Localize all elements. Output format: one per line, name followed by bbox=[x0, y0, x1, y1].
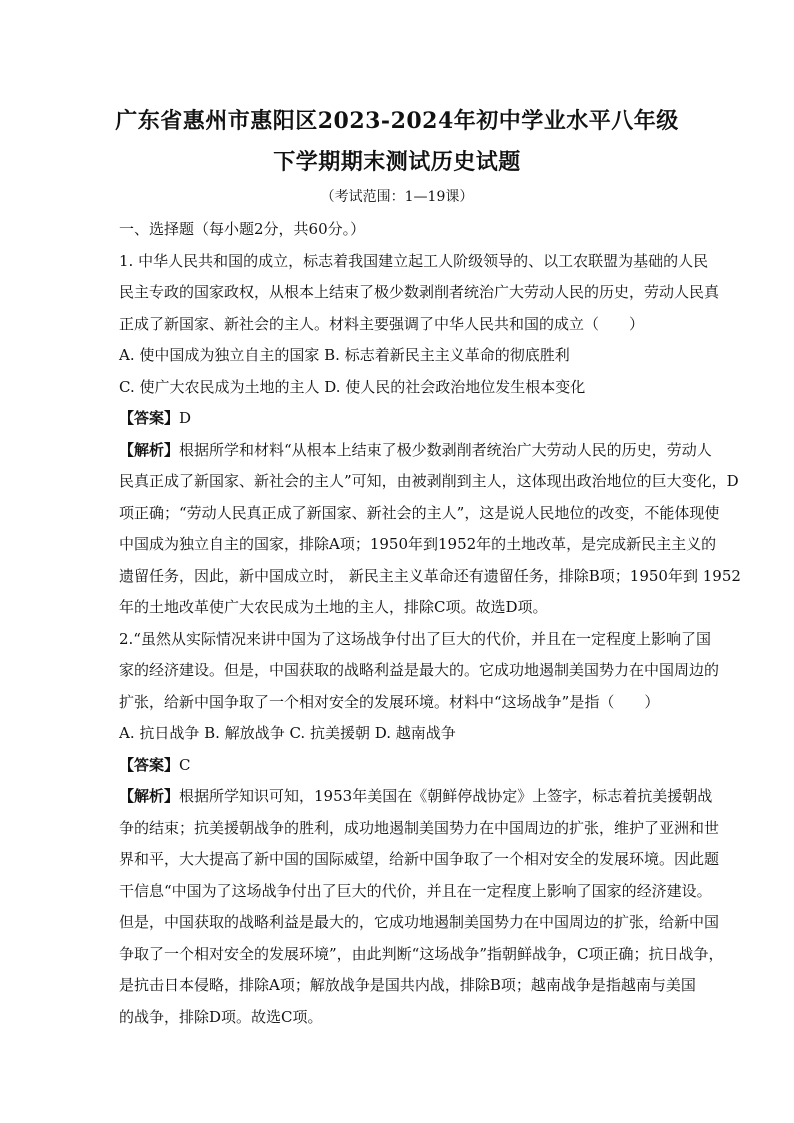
question-options: A. 抗日战争 B. 解放战争 C. 抗美援朝 D. 越南战争 bbox=[119, 724, 456, 742]
analysis-line: 争取了一个相对安全的发展环境”，由此判断“这场战争”指朝鲜战争，C项正确；抗日战争， bbox=[119, 944, 724, 963]
analysis-line: 年的土地改革使广大农民成为土地的主人，排除C项。故选D项。 bbox=[119, 598, 548, 616]
analysis-line bbox=[119, 435, 712, 467]
analysis-line: 遗留任务，因此，新中国成立时， 新民主主义革命还有遗留任务，排除B项；1950年到 1952 bbox=[119, 566, 741, 585]
question-stem-line: 家的经济建设。但是，中国获取的战略利益是最大的。它成功地遏制美国势力在中国周边的 bbox=[119, 661, 720, 679]
question-options: C. 使广大农民成为土地的主人 D. 使人民的社会政治地位发生根本变化 bbox=[119, 377, 586, 396]
document-body bbox=[119, 214, 741, 1033]
analysis-line: 中国成为独立自主的国家，排除A项；1950年到1952年的土地改革，是完成新民主主义的 bbox=[119, 535, 717, 553]
analysis-line bbox=[119, 781, 713, 813]
analysis-line: 但是，中国获取的战略利益是最大的，它成功地遏制美国势力在中国周边的扩张，给新中国 bbox=[119, 913, 720, 931]
answer-line bbox=[119, 403, 699, 435]
answer-label: 【答案】 bbox=[119, 755, 180, 774]
analysis-line: 争的结束；抗美援朝战争的胜利，成功地遏制美国势力在中国周边的扩张，维护了亚洲和世 bbox=[119, 818, 720, 837]
analysis-line: 民真正成了新国家、新社会的主人”可知，由被剥削到主人，这体现出政治地位的巨大变化，D bbox=[119, 472, 739, 490]
question-stem-line: 民主专政的国家政权，从根本上结束了极少数剥削者统治广大劳动人民的历史，劳动人民真 bbox=[119, 283, 720, 301]
question-stem-line: 扩张，给新中国争取了一个相对安全的发展环境。材料中“这场战争”是指（ ） bbox=[119, 692, 660, 711]
answer-value: D bbox=[179, 409, 192, 427]
question-stem-line: 2.“虽然从实际情况来讲中国为了这场战争付出了巨大的代价，并且在一定程度上影响了国 bbox=[119, 629, 711, 648]
page-title: 广东省惠州市惠阳区2023-2024年初中学业水平八年级 bbox=[115, 108, 679, 134]
analysis-label: 【解析】 bbox=[119, 787, 180, 805]
analysis-label: 【解析】 bbox=[119, 440, 180, 459]
analysis-line: 干信息“中国为了这场战争付出了巨大的代价，并且在一定程度上影响了国家的经济建设。 bbox=[119, 881, 712, 900]
analysis-line: 项正确；“劳动人民真正成了新国家、新社会的主人”，这是说人民地位的改变，不能体现使 bbox=[119, 503, 720, 522]
question-1 bbox=[119, 246, 741, 624]
question-stem-line: 正成了新国家、新社会的主人。材料主要强调了中华人民共和国的成立（ ） bbox=[119, 314, 645, 333]
question-options: A. 使中国成为独立自主的国家 B. 标志着新民主主义革命的彻底胜利 bbox=[119, 346, 570, 364]
answer-line bbox=[119, 750, 699, 782]
section-heading: 一、选择题（每小题2分，共60分。） bbox=[119, 220, 366, 238]
analysis-line: 界和平，大大提高了新中国的国际威望，给新中国争取了一个相对安全的发展环境。因此题 bbox=[119, 850, 720, 868]
analysis-text: 根据所学和材料“从根本上结束了极少数剥削者统治广大劳动人民的历史，劳动人 bbox=[179, 440, 712, 459]
answer-value: C bbox=[179, 755, 191, 774]
question-2 bbox=[119, 624, 724, 1034]
answer-label: 【答案】 bbox=[119, 409, 180, 427]
question-stem-line: 1. 中华人民共和国的成立，标志着我国建立起工人阶级领导的、以工农联盟为基础的人民 bbox=[119, 251, 709, 270]
analysis-line: 的战争，排除D项。故选C项。 bbox=[119, 1007, 323, 1026]
analysis-text: 根据所学知识可知，1953年美国在《朝鲜停战协定》上签字，标志着抗美援朝战 bbox=[179, 787, 713, 805]
exam-range: （考试范围：1—19课） bbox=[320, 189, 474, 205]
analysis-line: 是抗击日本侵略，排除A项；解放战争是国共内战，排除B项；越南战争是指越南与美国 bbox=[119, 976, 696, 994]
page-subtitle: 下学期期末测试历史试题 bbox=[273, 149, 521, 175]
